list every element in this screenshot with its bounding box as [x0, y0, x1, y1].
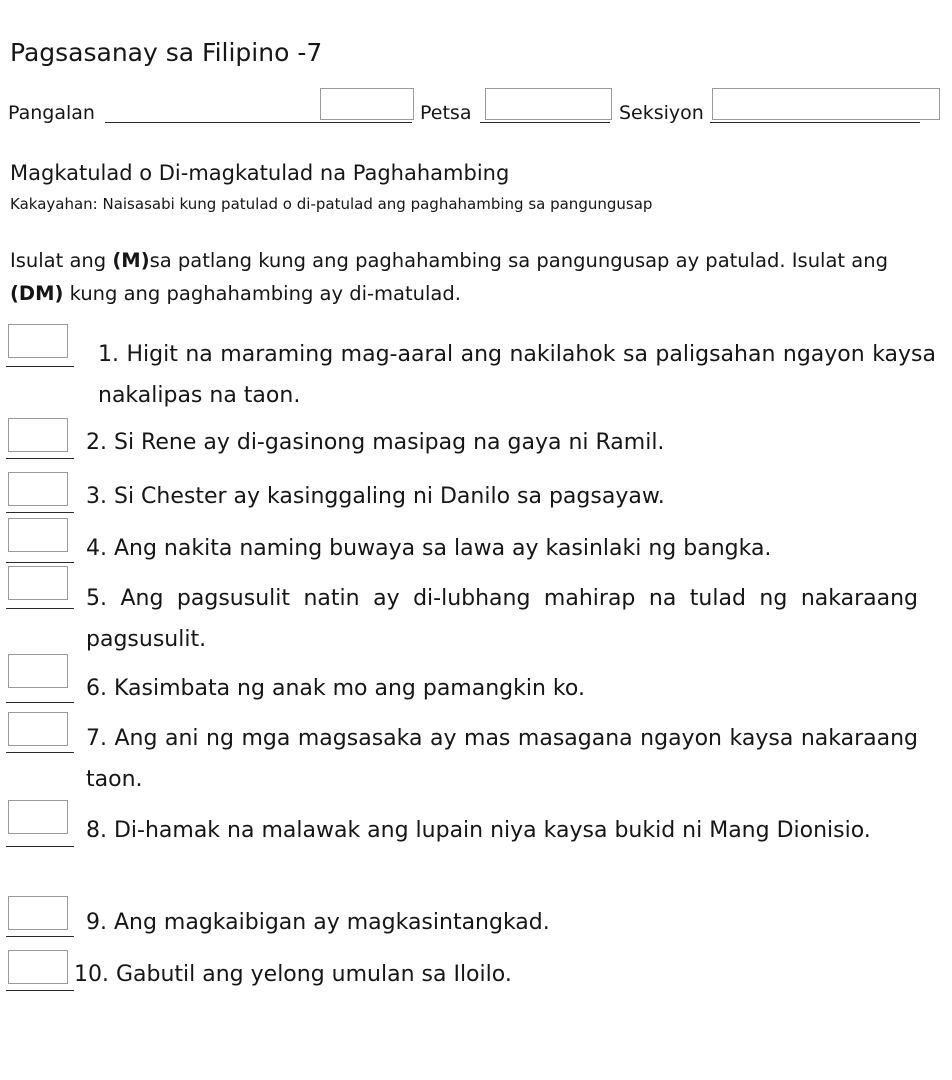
instructions-bold-dm: (DM) — [10, 282, 64, 305]
question-item-2: 2. Si Rene ay di-gasinong masipag na gaya ni Ramil. — [86, 430, 665, 455]
answer-line-5 — [6, 608, 74, 609]
date-label: Petsa — [420, 102, 472, 124]
answer-box-8[interactable] — [8, 800, 68, 834]
answer-line-8 — [6, 846, 74, 847]
answer-box-6[interactable] — [8, 654, 68, 688]
section-field[interactable] — [712, 88, 940, 120]
question-item-10: 10. Gabutil ang yelong umulan sa Iloilo. — [74, 962, 512, 987]
section-underline — [710, 122, 920, 123]
answer-line-7 — [6, 752, 74, 753]
section-heading: Magkatulad o Di-magkatulad na Paghahambing — [10, 161, 510, 185]
answer-box-1[interactable] — [8, 324, 68, 358]
answer-box-4[interactable] — [8, 518, 68, 552]
worksheet-title: Pagsasanay sa Filipino -7 — [10, 38, 323, 67]
question-item-8: 8. Di-hamak na malawak ang lupain niya kaysa bukid ni Mang Dionisio. — [86, 818, 871, 843]
instructions-bold-m: (M) — [112, 249, 150, 272]
question-item-7: 7. Ang ani ng mga magsasaka ay mas masagana ngayon kaysa nakaraang taon. — [86, 726, 918, 792]
competency-text: Kakayahan: Naisasabi kung patulad o di-patulad ang paghahambing sa pangungusap — [10, 195, 653, 213]
date-underline — [480, 122, 610, 123]
instructions-part-3: kung ang paghahambing ay di-matulad. — [63, 282, 461, 305]
instructions — [10, 244, 940, 310]
section-label: Seksiyon — [619, 102, 704, 124]
answer-line-4 — [6, 562, 74, 563]
name-label: Pangalan — [8, 102, 95, 124]
answer-box-2[interactable] — [8, 418, 68, 452]
answer-box-7[interactable] — [8, 712, 68, 746]
answer-line-1 — [6, 366, 74, 367]
question-item-5: 5. Ang pagsusulit natin ay di-lubhang mahirap na tulad ng nakaraang pagsusulit. — [86, 586, 918, 652]
answer-box-10[interactable] — [8, 950, 68, 984]
answer-box-3[interactable] — [8, 472, 68, 506]
date-field[interactable] — [485, 88, 612, 120]
question-item-1: 1. Higit na maraming mag-aaral ang nakilahok sa paligsahan ngayon kaysa nakalipas na taon. — [98, 342, 936, 408]
question-item-6: 6. Kasimbata ng anak mo ang pamangkin ko. — [86, 676, 585, 701]
answer-box-5[interactable] — [8, 566, 68, 600]
instructions-part-1: Isulat ang — [10, 249, 113, 272]
answer-line-6 — [6, 702, 74, 703]
answer-line-3 — [6, 512, 74, 513]
answer-box-9[interactable] — [8, 896, 68, 930]
name-field[interactable] — [320, 88, 414, 120]
answer-line-2 — [6, 458, 74, 459]
instructions-part-2: sa patlang kung ang paghahambing sa pangungusap ay patulad. Isulat ang — [149, 249, 888, 272]
answer-line-10 — [6, 990, 74, 991]
question-item-9: 9. Ang magkaibigan ay magkasintangkad. — [86, 910, 550, 935]
question-item-3: 3. Si Chester ay kasinggaling ni Danilo sa pagsayaw. — [86, 484, 665, 509]
answer-line-9 — [6, 936, 74, 937]
name-underline — [105, 122, 412, 123]
question-item-4: 4. Ang nakita naming buwaya sa lawa ay kasinlaki ng bangka. — [86, 536, 772, 561]
